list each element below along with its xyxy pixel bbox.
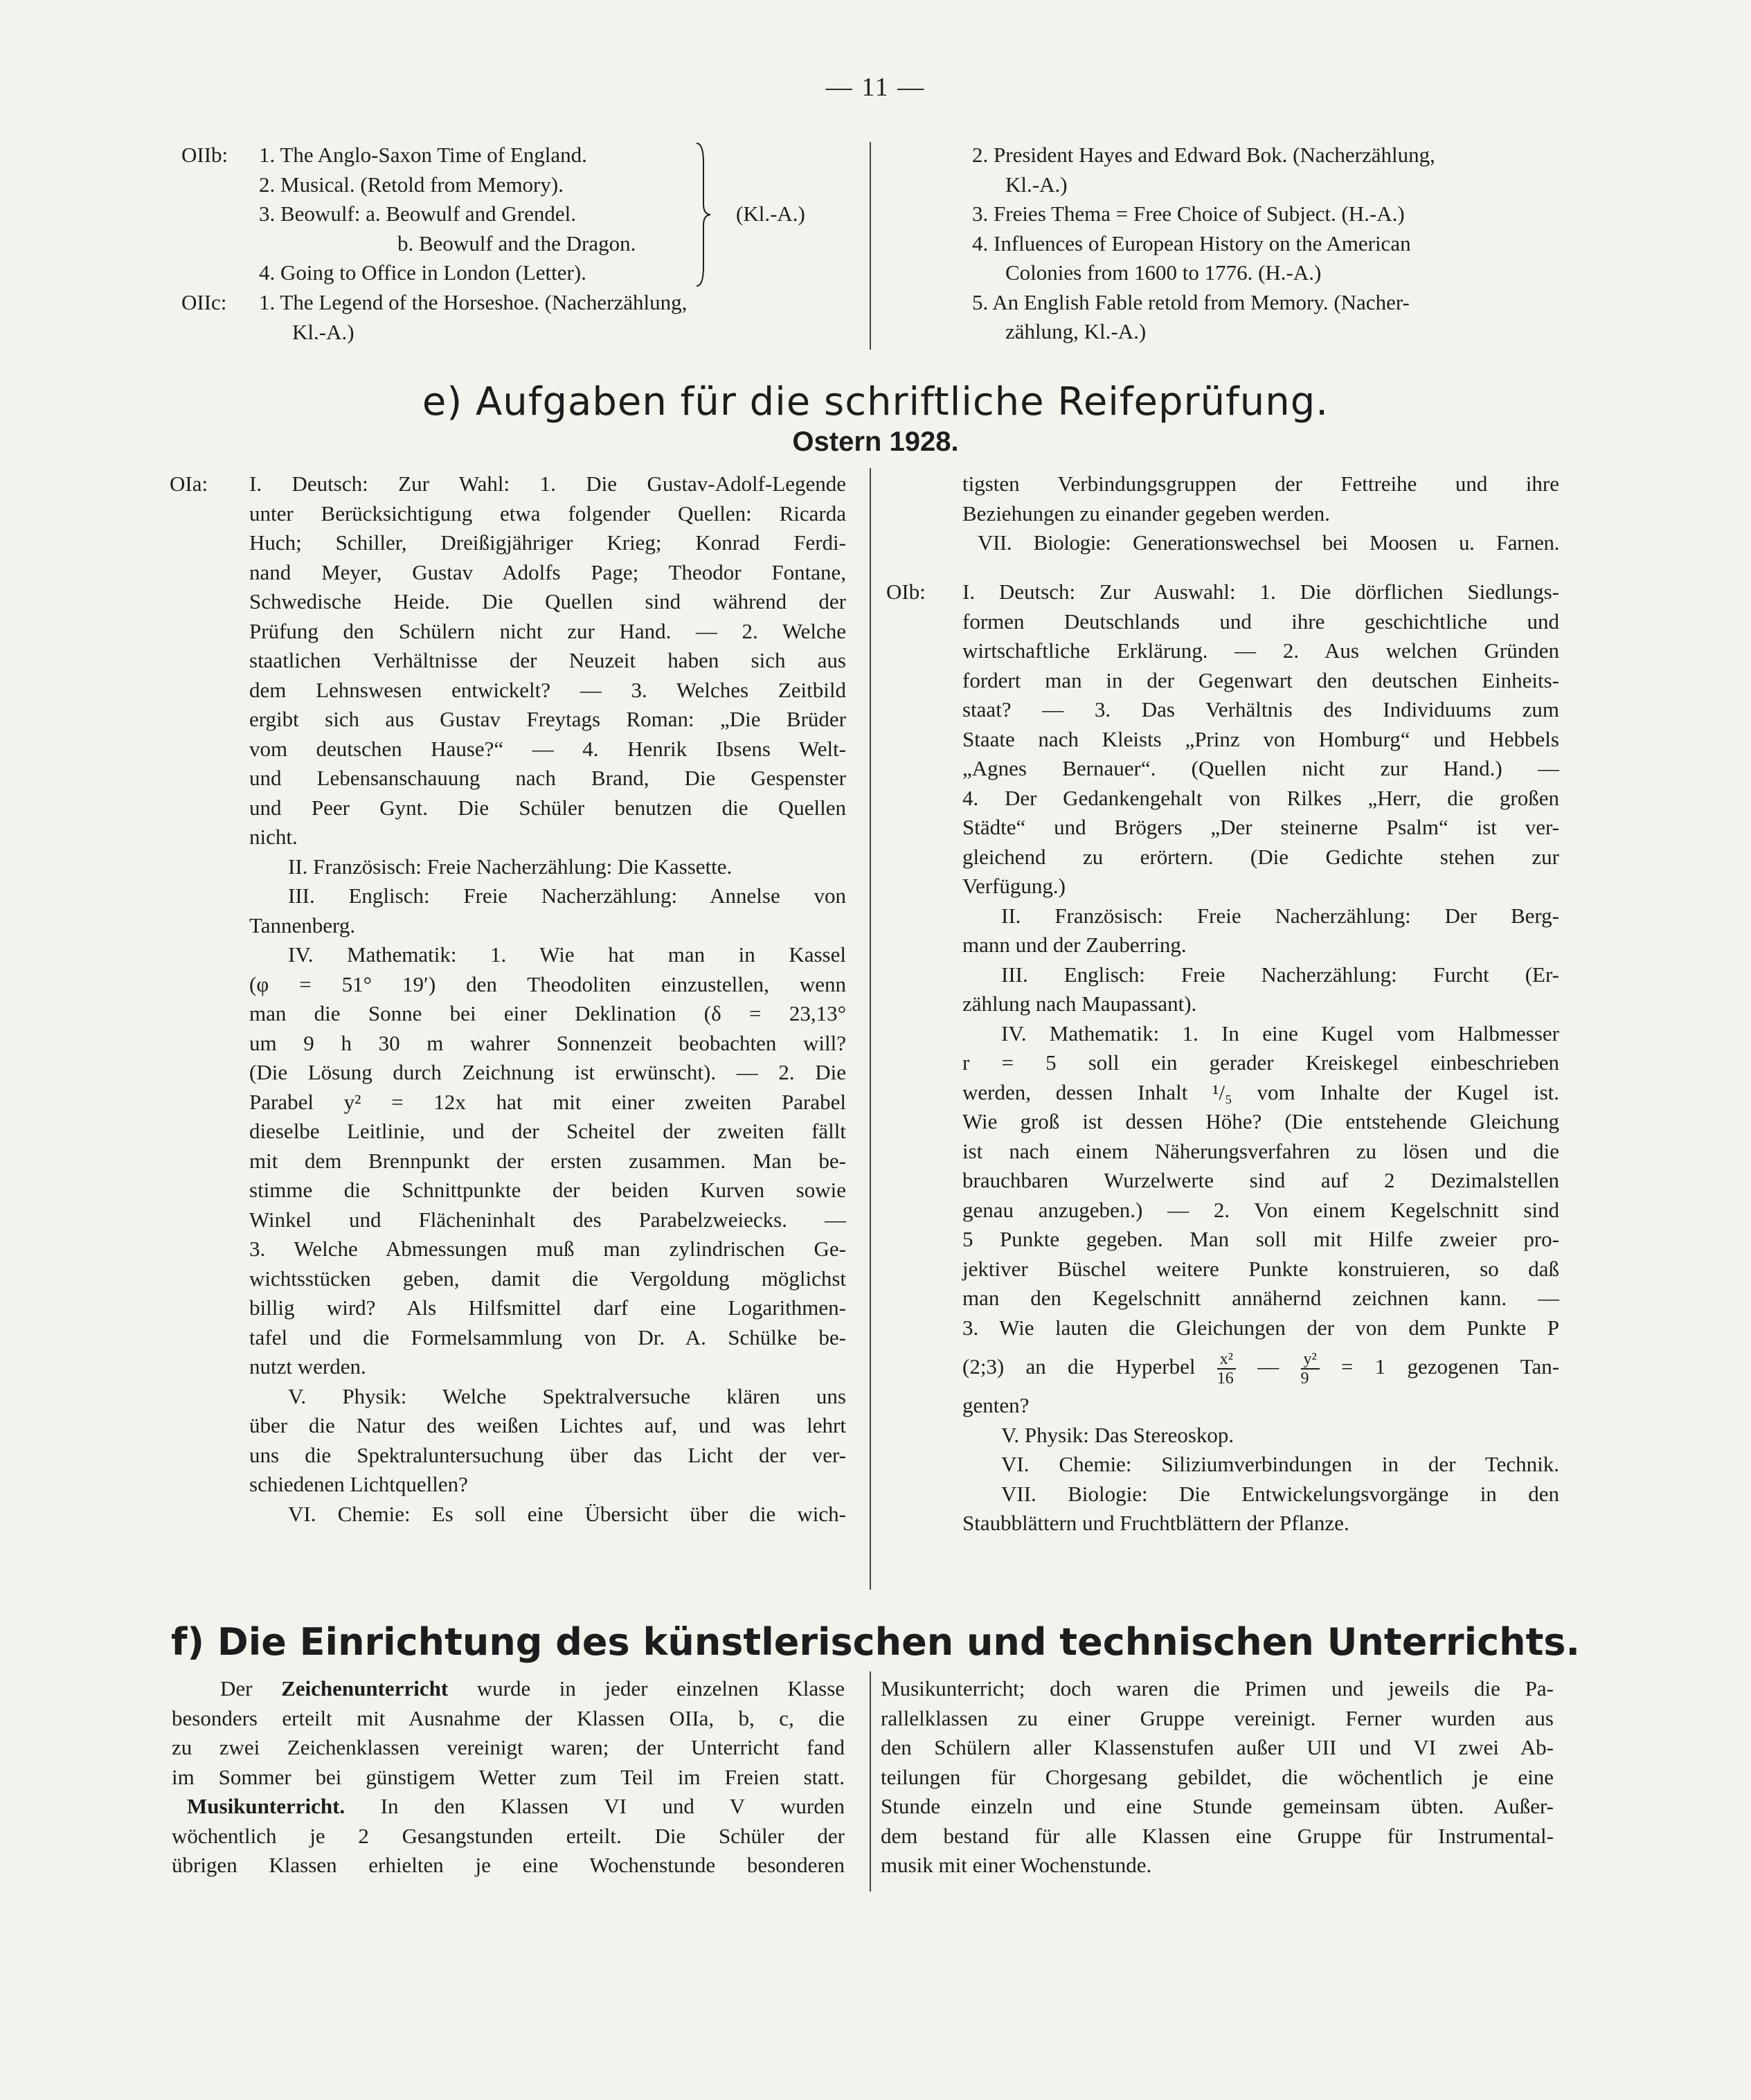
list-item: 2. Musical. (Retold from Memory). — [259, 172, 564, 197]
section-f-left — [172, 1674, 845, 1881]
list-item: 3. Freies Thema = Free Choice of Subject. (H.-A.) — [972, 201, 1405, 226]
list-item: 3. Beowulf: a. Beowulf and Grendel. — [259, 201, 576, 226]
text-line: Huch; Schiller, Dreißigjähriger Krieg; Konrad Ferdi- — [249, 530, 846, 555]
text-line: Städte“ und Brögers „Der steinerne Psalm“ ist ver- — [962, 815, 1559, 839]
text-line: fordert man in der Gegenwart den deutschen Einheits- — [962, 667, 1559, 692]
text-line: wirtschaftliche Erklärung. — 2. Aus welchen Gründen — [962, 638, 1559, 663]
top-right-list — [972, 141, 1561, 347]
text-line: und Peer Gynt. Die Schüler benutzen die Quellen — [249, 795, 846, 820]
text-line: gleichend zu erörtern. (Die Gedichte stehen zur — [962, 844, 1559, 869]
section-f-title: f) Die Einrichtung des künstlerischen und technischen Unterrichts. — [170, 1620, 1581, 1664]
text-line — [172, 1792, 845, 1822]
text-line: Musikunterricht; doch waren die Primen und jeweils die Pa- — [881, 1676, 1554, 1700]
text-fragment: wurde in jeder einzelnen Klasse — [476, 1676, 845, 1700]
text-line — [172, 1674, 845, 1704]
text-line: genten? — [962, 1393, 1030, 1417]
oiic-line — [259, 288, 852, 318]
fraction-denominator: 16 — [1216, 1369, 1234, 1388]
text-line: VI. Chemie: Es soll eine Übersicht über die wich- — [288, 1501, 846, 1526]
text-line: staat? — 3. Das Verhältnis des Individuums zum — [962, 697, 1559, 721]
text-line: IV. Mathematik: 1. Wie hat man in Kassel — [288, 942, 846, 967]
text-line: werden, dessen Inhalt ¹/₅ vom Inhalte der Kugel ist. — [962, 1079, 1559, 1104]
label-oib: OIb: — [886, 580, 926, 604]
text-line: r = 5 soll ein gerader Kreiskegel einbeschrieben — [962, 1050, 1559, 1075]
text-line: Staate nach Kleists „Prinz von Homburg“ und Hebbels — [962, 726, 1559, 751]
right-column-oib — [962, 577, 1559, 1538]
column-divider-top — [870, 142, 871, 350]
text-line: zu zwei Zeichenklassen vereinigt waren; der Unterricht fand — [172, 1735, 845, 1759]
text-line: besonders erteilt mit Ausnahme der Klassen OIIa, b, c, die — [172, 1705, 845, 1730]
text-line: teilungen für Chorgesang gebildet, die wöchentlich je eine — [881, 1764, 1554, 1789]
text-line: I. Deutsch: Zur Wahl: 1. Die Gustav-Adolf-Legende — [249, 472, 846, 496]
text-line: Prüfung den Schülern nicht zur Hand. — 2. Welche — [249, 618, 846, 643]
fraction-numerator: x² — [1217, 1350, 1236, 1370]
text-line: wichtsstücken geben, damit die Vergoldung möglichst — [249, 1266, 846, 1291]
text-line: und Lebensanschauung nach Brand, Die Gespenster — [249, 766, 846, 790]
label-oiic: OIIc: — [181, 290, 227, 314]
left-column-text — [249, 469, 846, 1529]
section-f-right — [881, 1674, 1554, 1881]
text-line: vom deutschen Hause?“ — 4. Henrik Ibsens Welt- — [249, 736, 846, 761]
hyperbola-text: (2;3) an die Hyperbel — [962, 1354, 1196, 1379]
text-line: III. Englisch: Freie Nacherzählung: Annelse von — [288, 883, 846, 908]
oiic-item — [259, 288, 852, 347]
oiic-text: 1. The Legend of the Horseshoe. (Nacherzählung, — [259, 290, 688, 314]
column-divider-middle — [870, 468, 871, 1590]
text-line: über die Natur des weißen Lichtes auf, und was lehrt — [249, 1413, 846, 1437]
text-line: rallelklassen zu einer Gruppe vereinigt. Ferner wurden aus — [881, 1705, 1554, 1730]
text-line: staatlichen Verhältnisse der Neuzeit haben sich aus — [249, 648, 846, 672]
text-line: Wie groß ist dessen Höhe? (Die entstehende Gleichung — [962, 1109, 1559, 1133]
text-line: billig wird? Als Hilfsmittel darf eine Logarithmen- — [249, 1295, 846, 1320]
hyperbola-line — [962, 1343, 1559, 1391]
text-line: musik mit einer Wochenstunde. — [881, 1853, 1152, 1877]
list-item: b. Beowulf and the Dragon. — [397, 231, 636, 255]
text-line: im Sommer bei günstigem Wetter zum Teil im Freien statt. — [172, 1764, 845, 1789]
text-line: man den Kegelschnitt annähernd zeichnen kann. — — [962, 1286, 1559, 1310]
text-line: (φ = 51° 19′) den Theodoliten einzustellen, wenn — [249, 971, 846, 996]
term-musikunterricht: Musikunterricht. — [187, 1794, 345, 1818]
oiic-line: Kl.-A.) — [292, 319, 354, 344]
text-fragment: Der — [220, 1676, 253, 1700]
text-line: Winkel und Flächeninhalt des Parabelzweiecks. — — [249, 1207, 846, 1232]
text-line: übrigen Klassen erhielten je eine Wochenstunde besonderen — [172, 1853, 845, 1877]
brace-icon — [692, 142, 713, 287]
text-line: schiedenen Lichtquellen? — [249, 1472, 468, 1496]
text-line: V. Physik: Das Stereoskop. — [1001, 1422, 1234, 1447]
text-line: 4. Der Gedankengehalt von Rilkes „Herr, die großen — [962, 785, 1559, 810]
text-line: VII. Biologie: Die Entwickelungsvorgänge in den — [1001, 1481, 1559, 1506]
text-line: II. Französisch: Freie Nacherzählung: Die Kassette. — [288, 854, 733, 879]
text-line: II. Französisch: Freie Nacherzählung: Der Berg- — [1001, 903, 1559, 928]
text-line: nand Meyer, Gustav Adolfs Page; Theodor Fontane, — [249, 559, 846, 584]
text-line: nicht. — [249, 825, 298, 849]
text-line: man die Sonne bei einer Deklination (δ = 23,13° — [249, 1001, 846, 1025]
text-line: Verfügung.) — [962, 874, 1066, 898]
text-line: mann und der Zauberring. — [962, 933, 1187, 957]
text-line: stimme die Schnittpunkte der beiden Kurven sowie — [249, 1178, 846, 1202]
oiib-note: (Kl.-A.) — [736, 201, 805, 226]
text-line: I. Deutsch: Zur Auswahl: 1. Die dörflichen Siedlungs- — [962, 580, 1559, 604]
list-item: 2. President Hayes and Edward Bok. (Nacherzählung, — [972, 143, 1435, 167]
text-line: V. Physik: Welche Spektralversuche klären uns — [288, 1383, 846, 1408]
text-fragment: In den Klassen VI und V wurden — [380, 1794, 845, 1818]
oiib-list — [259, 141, 688, 288]
page-number: — 11 — — [825, 73, 926, 102]
section-e-subtitle: Ostern 1928. — [792, 427, 959, 457]
text-line: nutzt werden. — [249, 1354, 366, 1379]
list-item: 1. The Anglo-Saxon Time of England. — [259, 143, 587, 167]
text-line: um 9 h 30 m wahrer Sonnenzeit beobachten will? — [249, 1030, 846, 1055]
text-line: jektiver Büschel weitere Punkte konstruieren, so daß — [962, 1256, 1559, 1281]
list-item: Colonies from 1600 to 1776. (H.-A.) — [1005, 260, 1322, 285]
text-line: IV. Mathematik: 1. In eine Kugel vom Halbmesser — [1001, 1021, 1559, 1045]
fraction-y — [1301, 1350, 1320, 1388]
section-e-title: e) Aufgaben für die schriftliche Reifeprüfung. — [422, 379, 1329, 424]
text-line: III. Englisch: Freie Nacherzählung: Furcht (Er- — [1001, 962, 1559, 987]
hyperbola-text: = 1 gezogenen Tan- — [1340, 1354, 1560, 1379]
text-line: formen Deutschlands und ihre geschichtliche und — [962, 609, 1559, 634]
text-line: Beziehungen zu einander gegeben werden. — [962, 501, 1331, 526]
list-item: 4. Influences of European History on the American — [972, 231, 1411, 255]
term-zeichenunterricht: Zeichenunterricht — [281, 1676, 449, 1700]
list-item: 5. An English Fable retold from Memory. (Nacher- — [972, 289, 1410, 314]
text-line: 5 Punkte gegeben. Man soll mit Hilfe zweier pro- — [962, 1227, 1559, 1251]
column-divider-bottom — [870, 1671, 871, 1892]
text-line: Staubblättern und Fruchtblättern der Pflanze. — [962, 1511, 1349, 1535]
text-line: Schwedische Heide. Die Quellen sind während der — [249, 589, 846, 613]
fraction-numerator: y² — [1301, 1350, 1320, 1370]
text-line: VI. Chemie: Siliziumverbindungen in der Technik. — [1001, 1452, 1559, 1476]
text-line: ist nach einem Näherungsverfahren zu lösen und die — [962, 1138, 1559, 1163]
text-line: (Die Lösung durch Zeichnung ist erwünscht). — 2. Die — [249, 1060, 846, 1084]
list-item: Kl.-A.) — [1005, 172, 1068, 197]
label-oiib: OIIb: — [181, 143, 228, 167]
text-line: VII. Biologie: Generationswechsel bei Moosen u. Farnen. — [978, 530, 1559, 555]
text-line: Parabel y² = 12x hat mit einer zweiten Parabel — [249, 1089, 846, 1114]
right-column-text — [962, 469, 1559, 558]
fraction-x — [1217, 1350, 1236, 1388]
text-line: 3. Welche Abmessungen muß man zylindrischen Ge- — [249, 1237, 846, 1261]
text-line: zählung nach Maupassant). — [962, 991, 1197, 1016]
list-item: zählung, Kl.-A.) — [1005, 319, 1147, 343]
minus-sign: — — [1257, 1354, 1279, 1379]
text-line: Tannenberg. — [249, 913, 356, 937]
text-line: Stunde einzeln und eine Stunde gemeinsam übten. Außer- — [881, 1794, 1554, 1818]
text-line: genau anzugeben.) — 2. Von einem Kegelschnitt sind — [962, 1197, 1559, 1222]
text-line: tafel und die Formelsammlung von Dr. A. Schülke be- — [249, 1325, 846, 1349]
text-line: dieselbe Leitlinie, und der Scheitel der zweiten fällt — [249, 1119, 846, 1143]
text-line: „Agnes Bernauer“. (Quellen nicht zur Hand.) — — [962, 756, 1559, 780]
text-line: dem bestand für alle Klassen eine Gruppe für Instrumental- — [881, 1823, 1554, 1848]
text-line: ergibt sich aus Gustav Freytags Roman: „Die Brüder — [249, 707, 846, 731]
text-line: unter Berücksichtigung etwa folgender Quellen: Ricarda — [249, 501, 846, 526]
text-line: tigsten Verbindungsgruppen der Fettreihe und ihre — [962, 472, 1559, 496]
text-line: wöchentlich je 2 Gesangstunden erteilt. Die Schüler der — [172, 1823, 845, 1848]
text-line: 3. Wie lauten die Gleichungen der von dem Punkte P — [962, 1315, 1559, 1340]
label-oia: OIa: — [170, 472, 208, 496]
text-line: dem Lehnswesen entwickelt? — 3. Welches Zeitbild — [249, 677, 846, 702]
text-line: mit dem Brennpunkt der ersten zusammen. Man be- — [249, 1148, 846, 1173]
fraction-denominator: 9 — [1300, 1369, 1309, 1388]
list-item: 4. Going to Office in London (Letter). — [259, 260, 586, 285]
text-line: den Schülern aller Klassenstufen außer UII und VI zwei Ab- — [881, 1735, 1554, 1759]
text-line: uns die Spektraluntersuchung über das Licht der ver- — [249, 1442, 846, 1467]
text-line: brauchbaren Wurzelwerte sind auf 2 Dezimalstellen — [962, 1168, 1559, 1192]
